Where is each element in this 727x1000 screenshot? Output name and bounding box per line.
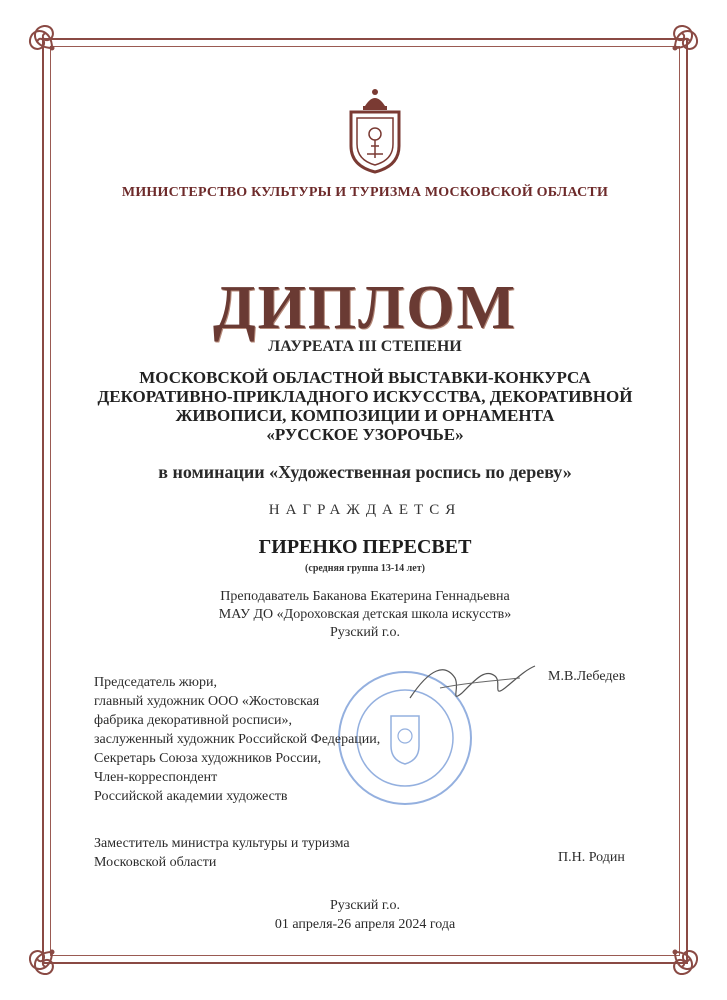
handwritten-signature <box>400 648 540 718</box>
deputy-minister-block <box>94 834 350 872</box>
document-title: ДИПЛОМ <box>212 274 518 342</box>
teacher-info <box>60 588 670 642</box>
deputy-signatory-name: П.Н. Родин <box>558 850 625 865</box>
place-line: Рузский г.о. <box>330 898 400 913</box>
contest-line: ДЕКОРАТИВНО-ПРИКЛАДНОГО ИСКУССТВА, ДЕКОРАТИВНОЙ <box>97 387 633 406</box>
ministry-heading: МИНИСТЕРСТВО КУЛЬТУРЫ И ТУРИЗМА МОСКОВСКОЙ ОБЛАСТИ <box>121 185 609 200</box>
jury-line: Секретарь Союза художников России, <box>94 751 322 766</box>
jury-line: Председатель жюри, <box>94 675 217 690</box>
contest-line: ЖИВОПИСИ, КОМПОЗИЦИИ И ОРНАМЕНТА <box>175 406 555 425</box>
jury-signatory-name: М.В.Лебедев <box>548 669 626 684</box>
jury-line: заслуженный художник Российской Федерации, <box>94 732 381 747</box>
nomination: в номинации «Художественная роспись по дереву» <box>158 462 572 482</box>
jury-line: главный художник ООО «Жостовская <box>94 694 320 709</box>
teacher-line: Преподаватель Баканова Екатерина Геннадьевна <box>220 589 510 604</box>
contest-name <box>60 368 670 444</box>
jury-line: Член-корреспондент <box>94 770 218 785</box>
district-line: Рузский г.о. <box>330 625 400 640</box>
awarded-label: НАГРАЖДАЕТСЯ <box>268 502 462 518</box>
coat-of-arms-emblem <box>347 84 403 174</box>
corner-ornament-top-left <box>22 18 82 78</box>
jury-line: фабрика декоративной росписи», <box>94 713 292 728</box>
jury-line: Российской академии художеств <box>94 789 288 804</box>
date-line: 01 апреля-26 апреля 2024 года <box>274 917 456 932</box>
jury-chairman-block <box>94 673 380 806</box>
deputy-line: Заместитель министра культуры и туризма <box>94 836 350 851</box>
laureate-degree: ЛАУРЕАТА III СТЕПЕНИ <box>268 338 462 355</box>
school-line: МАУ ДО «Дороховская детская школа искусств» <box>218 607 512 622</box>
winner-name: ГИРЕНКО ПЕРЕСВЕТ <box>258 536 472 558</box>
contest-line: МОСКОВСКОЙ ОБЛАСТНОЙ ВЫСТАВКИ-КОНКУРСА <box>139 368 591 387</box>
deputy-line: Московской области <box>94 855 217 870</box>
certificate-inner-frame <box>50 46 680 956</box>
place-and-date <box>60 896 670 934</box>
corner-ornament-top-right <box>645 18 705 78</box>
contest-line: «РУССКОЕ УЗОРОЧЬЕ» <box>266 425 464 444</box>
winner-age-group: (средняя группа 13-14 лет) <box>305 563 425 574</box>
